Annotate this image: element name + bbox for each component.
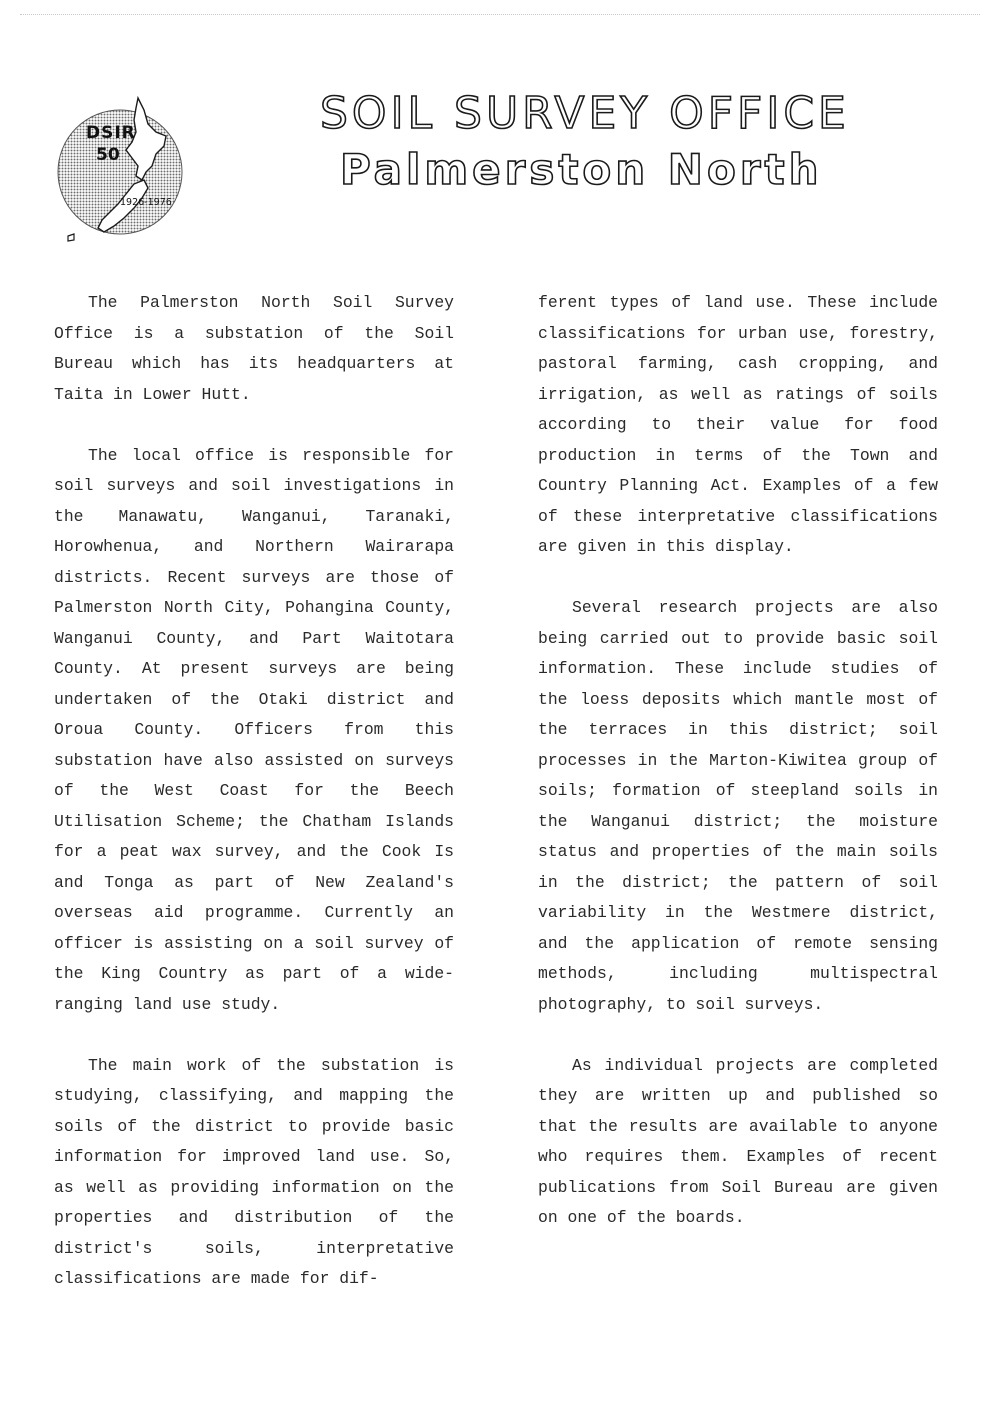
page-subtitle: Palmerston North	[340, 145, 823, 194]
page-title: SOIL SURVEY OFFICE	[320, 88, 850, 139]
paragraph: As individual projects are completed they are written up and published so that the results are available to anyone who requires them. Examples of recent publications from Soil Bureau are given on one of the boards.	[538, 1055, 938, 1227]
logo-dsir-text: DSIR	[86, 123, 136, 143]
paragraph-continued: ferent types of land use. These include classifications for urban use, forestry, pastoral farming, cash cropping, and irrigation, as well as ratings of soils according to their value for food production in terms of the Town and Country Planning Act. Examples of a few of these interpretative classifications are given in this display.	[538, 293, 938, 556]
logo-years-text: 1926-1976	[120, 197, 172, 208]
right-column	[538, 288, 938, 1264]
left-column	[54, 288, 454, 1325]
paragraph: The main work of the substation is studying, classifying, and mapping the soils of the district to provide basic information for improved land use. So, as well as providing information on the properties and distribution of the district's soils, interpretative classifications are made for dif-	[54, 1055, 454, 1288]
paragraph: The local office is responsible for soil surveys and soil investigations in the Manawatu, Wanganui, Taranaki, Horowhenua, and Northern Wairarapa districts. Recent surveys are those of Palmerston North City, Pohangina County, Wanganui County, and Part Waitotara County. At present surveys are being undertaken of the Otaki district and Oroua County. Officers from this substation have also assisted on surveys of the West Coast for the Beech Utilisation Scheme; the Chatham Islands for a peat wax survey, and the Cook Is and Tonga as part of New Zealand's overseas aid programme. Currently an officer is assisting on a soil survey of the King Country as part of a wide-ranging land use study.	[54, 445, 454, 1014]
title-block	[320, 88, 880, 200]
logo-50-text: 50	[96, 145, 120, 165]
dsir-50-logo	[52, 80, 202, 250]
scan-artifact-line	[20, 14, 980, 23]
paragraph: Several research projects are also being carried out to provide basic soil information. These include studies of the loess deposits which mantle most of the terraces in this district; soil processes in the Marton-Kiwitea group of soils; formation of steepland soils in the Wanganui district; the moisture status and properties of the main soils in the district; the pattern of soil variability in the Westmere district, and the application of remote sensing methods, including multispectral photography, to soil surveys.	[538, 598, 938, 1014]
paragraph: The Palmerston North Soil Survey Office is a substation of the Soil Bureau which has its headquarters at Taita in Lower Hutt.	[54, 293, 454, 404]
dsir-logo-graphic	[52, 80, 202, 250]
